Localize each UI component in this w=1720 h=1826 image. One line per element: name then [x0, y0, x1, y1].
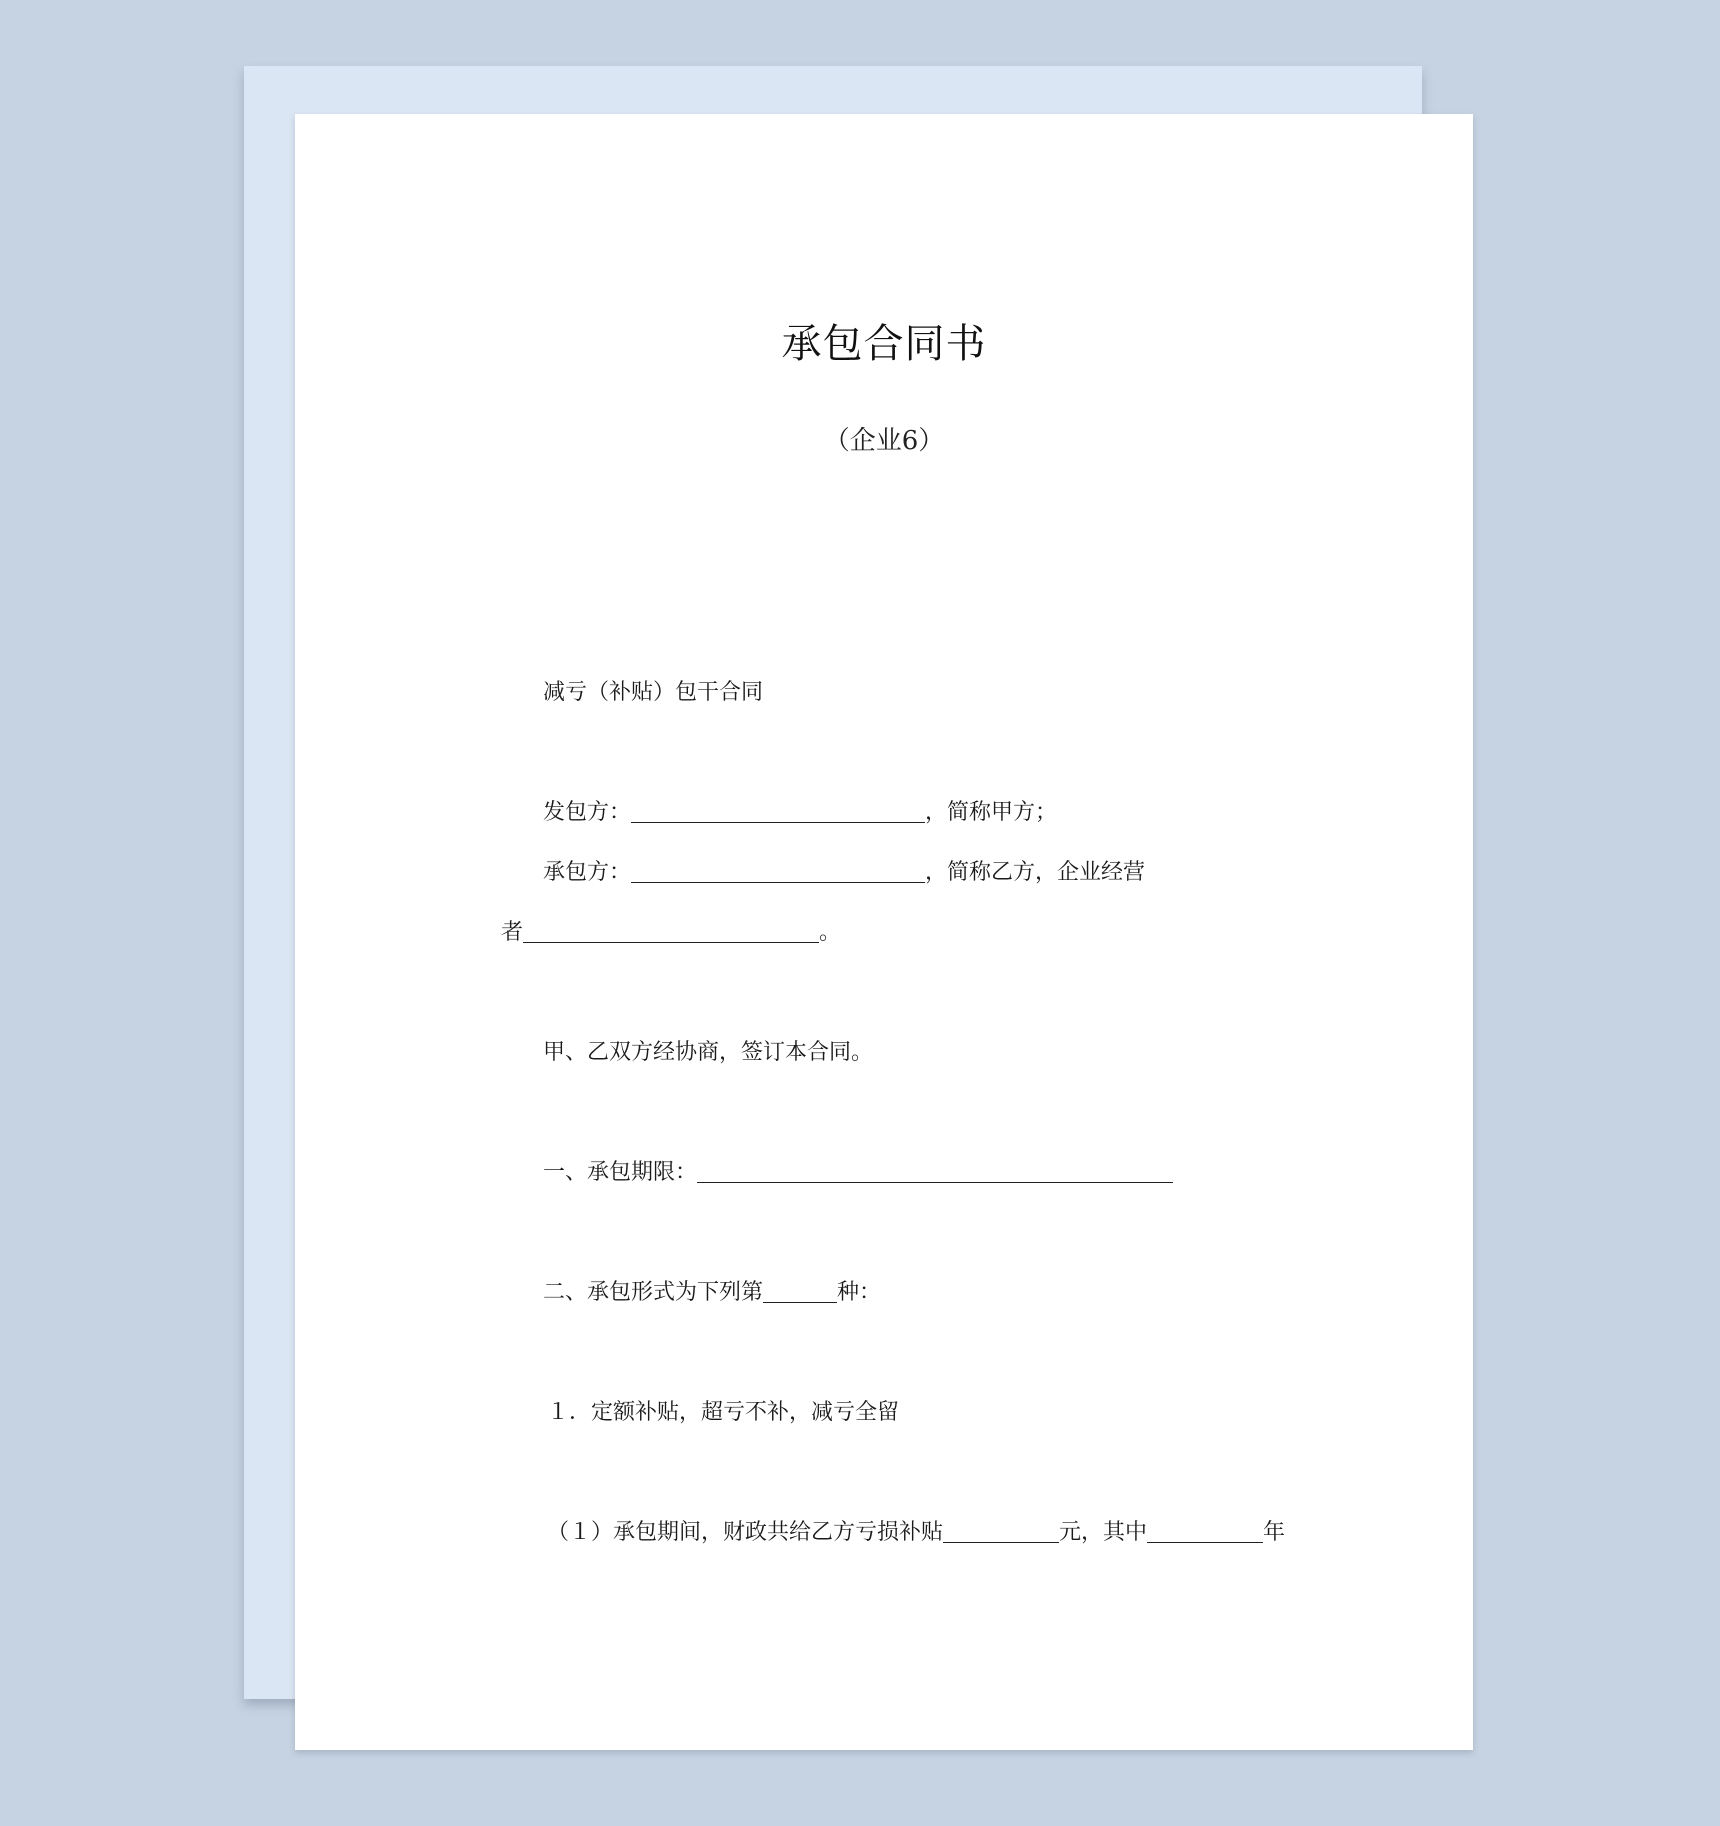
party-b-suffix: ，简称乙方，企业经营 — [925, 860, 1146, 885]
term-line — [543, 1158, 1173, 1188]
term-blank[interactable] — [697, 1160, 1173, 1183]
contract-heading — [543, 678, 763, 708]
party-b-blank[interactable] — [631, 860, 925, 883]
term-label: 一、承包期限： — [543, 1160, 698, 1185]
party-a-label: 发包方： — [543, 800, 632, 825]
sub-item-1-line — [547, 1518, 1285, 1548]
form-label: 二、承包形式为下列第 — [543, 1280, 764, 1305]
party-a-suffix: ，简称甲方； — [925, 800, 1058, 825]
contract-heading-text: 减亏（补贴）包干合同 — [543, 680, 764, 705]
agreement-line — [543, 1038, 873, 1068]
operator-blank[interactable] — [523, 920, 819, 943]
document-subtitle: （企业6） — [823, 426, 945, 456]
form-blank[interactable] — [763, 1280, 837, 1303]
operator-suffix: 。 — [819, 920, 842, 945]
sub-item-1-label: （１）承包期间，财政共给乙方亏损补贴 — [547, 1520, 944, 1545]
form-suffix: 种： — [837, 1280, 882, 1305]
party-b-label: 承包方： — [543, 860, 632, 885]
form-line — [543, 1278, 881, 1308]
item-1-text: １．定额补贴，超亏不补，减亏全留 — [547, 1400, 900, 1425]
party-a-line — [543, 798, 1057, 828]
sub-item-1-suffix: 年 — [1263, 1520, 1286, 1545]
document-page — [295, 114, 1473, 1750]
party-a-blank[interactable] — [631, 800, 925, 823]
agreement-text: 甲、乙双方经协商，签订本合同。 — [543, 1040, 874, 1065]
operator-line — [501, 918, 841, 948]
party-b-line — [543, 858, 1145, 888]
operator-label: 者 — [501, 920, 524, 945]
subsidy-amount-blank[interactable] — [943, 1520, 1059, 1543]
document-title: 承包合同书 — [781, 321, 987, 367]
item-1-line — [547, 1398, 899, 1428]
year-blank[interactable] — [1147, 1520, 1263, 1543]
sub-item-1-middle: 元，其中 — [1059, 1520, 1148, 1545]
